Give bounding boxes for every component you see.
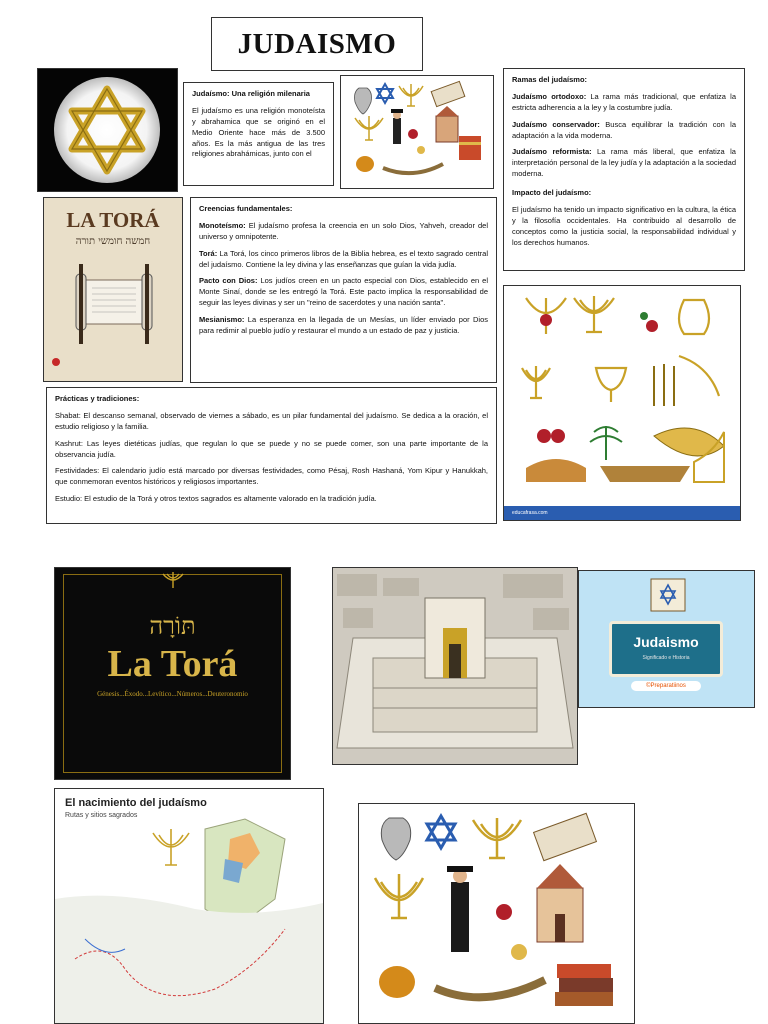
practice-item: Shabat: El descanso semanal, observado de viernes a sábado, es un pilar fundamental del judaísmo. Se dedica a la oración, el estudio religioso y la familia. (55, 410, 488, 431)
judaismo-card-subtitle: Significado e Historia (642, 655, 690, 661)
star-of-david-image (37, 68, 178, 192)
page-title: JUDAISMO (211, 17, 423, 71)
belief-item: Torá: La Torá, los cinco primeros libros de la Biblia hebrea, es el texto sagrado central del judaísmo. Contiene la ley divina y las enseñanzas que guían la vida judía. (199, 248, 488, 269)
tora-book-hebrew: תּוֹרָה (149, 612, 196, 640)
temple-model-image (332, 567, 578, 765)
judaismo-card-site: ©Preparatiinos (631, 681, 701, 691)
practices-box (46, 387, 497, 524)
tora-card-title: LA TORÁ (66, 208, 160, 232)
beliefs-box (190, 197, 497, 383)
belief-item: Pacto con Dios: Los judíos creen en un pacto especial con Dios, establecido en el Monte Sinaí, donde se les entregó la Torá. Este pacto implica la responsabilidad de seguir las leyes divinas y ser un "reino de sacerdotes y una nación santa". (199, 276, 488, 308)
flag-icon (52, 358, 60, 366)
symbols-footer: educafrasa.com (504, 506, 740, 520)
practice-item: Kashrut: Las leyes dietéticas judías, que regulan lo que se puede y no se puede comer, son una parte importante de la observancia judía. (55, 438, 488, 459)
practices-heading: Prácticas y tradiciones: (55, 394, 140, 403)
ancient-symbols-image (503, 285, 741, 521)
branches-heading: Ramas del judaísmo: (512, 75, 588, 84)
belief-item: Monoteísmo: El judaísmo profesa la creencia en un solo Dios, Yahveh, creador del universo y omnipotente. (199, 220, 488, 241)
map-subtitle: Rutas y sitios sagrados (65, 812, 138, 819)
belief-item: Mesianismo: La esperanza en la llegada de un Mesías, un líder enviado por Dios para redimir al pueblo judío y restaurar el mundo a un estado de paz y justicia. (199, 315, 488, 335)
tora-book-image (54, 567, 291, 780)
branch-item: Judaísmo reformista: La rama más liberal, que enfatiza la interpretación personal de la ley judía y la adaptación a la sociedad moderna. (512, 147, 736, 179)
map-title: El nacimiento del judaísmo (65, 797, 207, 809)
judaismo-card-title: Judaismo (633, 634, 699, 650)
impact-text: El judaísmo ha tenido un impacto significativo en la cultura, la ética y la filosofía occidentales. Ha contribuido al desarrollo de conceptos como la justicia social, la responsabilidad individual y los derechos humanos. (512, 204, 736, 247)
tora-card-image (43, 197, 183, 382)
beliefs-heading: Creencias fundamentales: (199, 204, 293, 213)
practice-item: Festividades: El calendario judío está marcado por diversas festividades, como Pésaj, Rosh Hashaná, Yom Kipur y Hanukkah, que conmemoran eventos históricos y religiosos importantes. (55, 466, 488, 487)
branch-item: Judaísmo conservador: Busca equilibrar la tradición con la adaptación a la vida moderna. (512, 119, 736, 140)
practice-item: Estudio: El estudio de la Torá y otros textos sagrados es altamente valorado en la tradición judía. (55, 494, 377, 504)
judaismo-card-image (578, 570, 755, 708)
tora-card-hebrew: חמשה חומשי תורה (75, 236, 151, 247)
tora-book-title: La Torá (107, 643, 238, 685)
impact-heading: Impacto del judaísmo: (512, 188, 592, 197)
branch-item: Judaísmo ortodoxo: La rama más tradicional, que enfatiza la estricta adherencia a la ley y la costumbre judía. (512, 91, 737, 112)
jewish-symbols-large-image (358, 803, 635, 1024)
birth-of-judaism-map-image (54, 788, 324, 1024)
intro-box (183, 82, 334, 186)
intro-heading: Judaísmo: Una religión milenaria (192, 89, 310, 98)
intro-body: El judaísmo es una religión monoteísta y abrahamica que se originó en el Medio Oriente hace más de 3.500 años. Es la más antigua de las tres religiones abrahámicas, junto con el (192, 105, 325, 159)
branches-box (503, 68, 745, 271)
tora-book-subtitle: Génesis...Éxodo...Levítico...Números...Deuteronomio (97, 690, 248, 698)
jewish-symbols-small-image (340, 75, 494, 189)
